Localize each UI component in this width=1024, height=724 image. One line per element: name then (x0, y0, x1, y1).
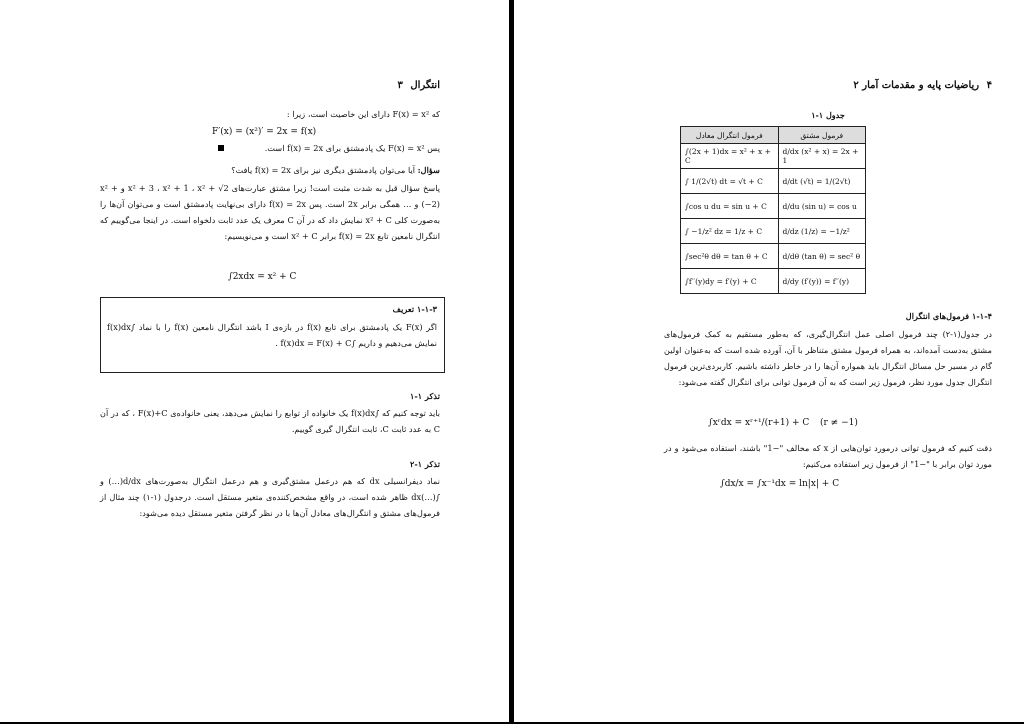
definition-box (100, 297, 445, 373)
right-page-header (664, 80, 992, 91)
question-paragraph (100, 162, 440, 178)
table-cell-derivative: d/du (sin u) = cos u (778, 194, 865, 219)
right-header-title: ریاضیات پایه و مقدمات آمار ۲ (853, 80, 980, 91)
end-of-proof-square (218, 145, 224, 151)
table-cell-integral: ∫ −1/z² dz = 1/z + C (681, 219, 779, 244)
left-header-title: انتگرال (410, 80, 440, 91)
table-cell-integral: ∫cos u du = sin u + C (681, 194, 779, 219)
question-text: آیا می‌توان پادمشتق دیگری نیز برای f(x) = 2x یافت؟ (231, 165, 416, 175)
note1-text: باید توجه کنیم که ∫f(x)dx یک خانواده از توابع را نمایش می‌دهد، یعنی خانواده‌ی F(x)+C ، که در آن C به عدد ثابت C، ثابت انتگرال گیری گوییم. (100, 408, 441, 434)
left-page-number: ۳ (397, 80, 403, 91)
table-header-cell: فرمول مشتق (778, 127, 865, 144)
right-page (514, 0, 1024, 722)
table-cell-derivative: d/dy (f′(y)) = f′′(y) (778, 269, 865, 294)
section-text: در جدول(۱-۲) چند فرمول اصلی عمل انتگرال‌گیری، که به‌طور مستقیم به کمک فرمول‌های مشتق به‌دست آمده‌اند، به همراه فرمول مشتق متناظر با آن، آورده شده است که به‌عنوان اولین گام در مسیر حل مسائل انتگرال باید همواره آن‌ها را در خاطر داشته باشیم. کاربردی‌ترین فرمول انتگرال جدول مورد نظر، فرمول زیر است که به آن فرمول توانی برای انتگرال گفته می‌شود: (664, 329, 992, 387)
note1-title: تذکر ۱-۱ (409, 391, 440, 401)
table-cell-derivative: d/dt (√t) = 1/(2√t) (778, 169, 865, 194)
section-title: ۱-۱-۴ فرمول‌های انتگرال (905, 311, 992, 321)
table-row (681, 269, 866, 294)
formula-table (680, 126, 866, 294)
section-text-2: دقت کنیم که فرمول توانی درمورد توان‌هایی از x که مخالف "−1" باشند، استفاده می‌شود و در مورد توان برابر با "−1" از فرمول زیر استفاده می‌کنیم: (664, 443, 992, 469)
table-row (681, 144, 866, 169)
equation-derivative: F′(x) = (x²)′ = 2x = f(x) (212, 127, 317, 137)
answer-paragraph: پاسخ سؤال قبل به شدت مثبت است! زیرا مشتق عبارت‌های x² + 3 ، x² + 1 ، x² + √2 و x² + (−2) و … همگی برابر 2x است. پس f(x) = 2x دارای بی‌نهایت پادمشتق است و می‌توان آن‌ها را به‌صورت کلی x² + C نمایش داد که در آن C معرف یک عدد ثابت دلخواه است. در اینجا می‌گوییم که انتگرال نامعین تابع f(x) = 2x برابر x² + C است و می‌نویسیم: (100, 183, 441, 241)
equation-log-rule: ∫dx/x = ∫x⁻¹dx = ln|x| + C (720, 479, 840, 489)
table-row (681, 219, 866, 244)
equation-integral-2x: ∫2xdx = x² + C (228, 272, 297, 282)
table-row (681, 244, 866, 269)
table-cell-integral: ∫(2x + 1)dx = x² + x + C (681, 144, 779, 169)
table-cell-integral: ∫f′′(y)dy = f′(y) + C (681, 269, 779, 294)
definition-title: ۱-۱-۳ تعریف (392, 304, 437, 314)
left-page-header (100, 80, 440, 91)
note2-text: نماد دیفرانسیلی dx که هم درعمل مشتق‌گیری و هم درعمل انتگرال به‌صورت‌های d/dx(…) و ∫(…)dx ظاهر شده است، در واقع مشخص‌کننده‌ی متغیر مستقل است. درجدول (۱-۱) چند مثال از فرمول‌های مشتق و انتگرال‌های معادل آن‌ها با در نظر گرفتن متغیر مستقل دیده می‌شود: (100, 476, 440, 518)
table-cell-derivative: d/dz (1/z) = −1/z² (778, 219, 865, 244)
equation-power-rule: ∫xʳdx = xʳ⁺¹/(r+1) + C (708, 418, 810, 428)
equation-power-condition: (r ≠ −1) (820, 418, 858, 428)
table-cell-integral: ∫ 1/(2√t) dt = √t + C (681, 169, 779, 194)
table-cell-derivative: d/dθ (tan θ) = sec² θ (778, 244, 865, 269)
left-page (0, 0, 509, 722)
right-page-number: ۴ (986, 80, 992, 91)
table-row (681, 194, 866, 219)
table-cell-integral: ∫sec²θ dθ = tan θ + C (681, 244, 779, 269)
left-para-1b: پس F(x) = x² یک پادمشتق برای f(x) = 2x است. (100, 140, 440, 156)
note2-title: تذکر ۱-۲ (409, 459, 440, 469)
table-cell-derivative: d/dx (x² + x) = 2x + 1 (778, 144, 865, 169)
question-label: سؤال: (417, 165, 440, 175)
table-header-row (681, 127, 866, 144)
definition-text: اگر F(x) یک پادمشتق برای تابع f(x) در بازه‌ی I باشد انتگرال نامعین f(x) را با نماد ∫f(x)dx نمایش می‌دهیم و داریم ∫f(x)dx = F(x) + C . (107, 322, 437, 348)
left-para-1: که F(x) = x² دارای این خاصیت است، زیرا : (286, 109, 440, 119)
table-caption: جدول ۱-۱ (811, 110, 845, 120)
table-header-cell: فرمول انتگرال معادل (681, 127, 779, 144)
table-row (681, 169, 866, 194)
